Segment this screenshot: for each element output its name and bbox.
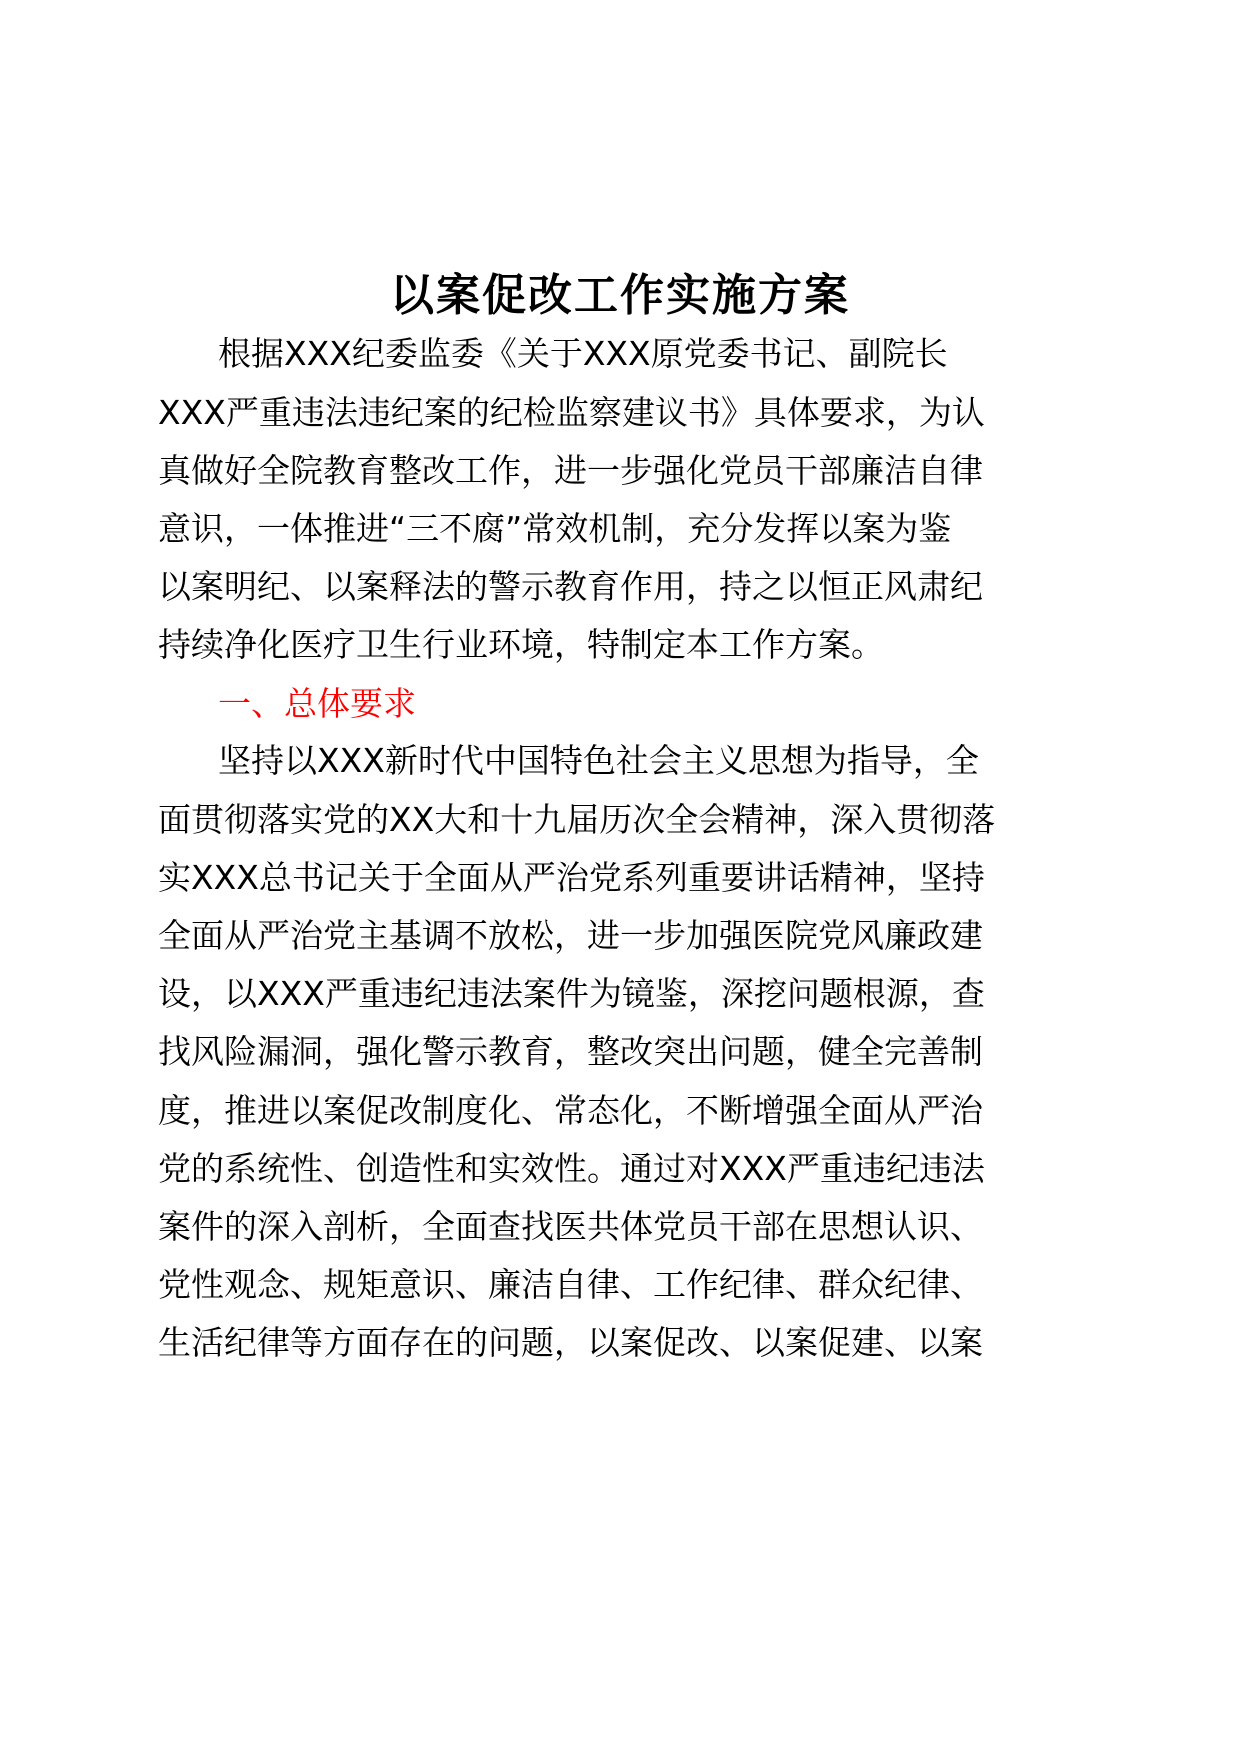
paragraph-2-line-1: 坚持以XXX新时代中国特色社会主义思想为指导，全	[218, 741, 979, 780]
paragraph-2-line-10: 党性观念、规矩意识、廉洁自律、工作纪律、群众纪律、	[158, 1265, 983, 1304]
paragraph-1-line-6: 持续净化医疗卫生行业环境，特制定本工作方案。	[158, 625, 884, 664]
paragraph-2-line-8: 党的系统性、创造性和实效性。通过对XXX严重违纪违法	[158, 1149, 985, 1188]
section-1-heading: 一、总体要求	[218, 684, 416, 723]
paragraph-1-line-5: 以案明纪、以案释法的警示教育作用，持之以恒正风肃纪	[158, 567, 983, 606]
paragraph-1-line-4: 意识，一体推进“三不腐”常效机制，充分发挥以案为鉴	[158, 509, 952, 548]
paragraph-2-line-4: 全面从严治党主基调不放松，进一步加强医院党风廉政建	[158, 916, 983, 955]
paragraph-1-line-3: 真做好全院教育整改工作，进一步强化党员干部廉洁自律	[158, 451, 983, 490]
paragraph-2-line-3: 实XXX总书记关于全面从严治党系列重要讲话精神，坚持	[158, 858, 985, 897]
paragraph-2-line-6: 找风险漏洞，强化警示教育，整改突出问题，健全完善制	[158, 1032, 983, 1071]
paragraph-2-line-7: 度，推进以案促改制度化、常态化，不断增强全面从严治	[158, 1091, 983, 1130]
paragraph-2-line-11: 生活纪律等方面存在的问题，以案促改、以案促建、以案	[158, 1323, 983, 1362]
paragraph-2-line-5: 设，以XXX严重违纪违法案件为镜鉴，深挖问题根源，查	[158, 974, 985, 1013]
paragraph-1-line-2: XXX严重违法违纪案的纪检监察建议书》具体要求，为认	[158, 393, 985, 432]
document-title: 以案促改工作实施方案	[390, 270, 850, 321]
paragraph-1-line-1: 根据XXX纪委监委《关于XXX原党委书记、副院长	[218, 334, 948, 373]
paragraph-2-line-2: 面贯彻落实党的XX大和十九届历次全会精神，深入贯彻落	[158, 800, 996, 839]
paragraph-2-line-9: 案件的深入剖析，全面查找医共体党员干部在思想认识、	[158, 1207, 983, 1246]
